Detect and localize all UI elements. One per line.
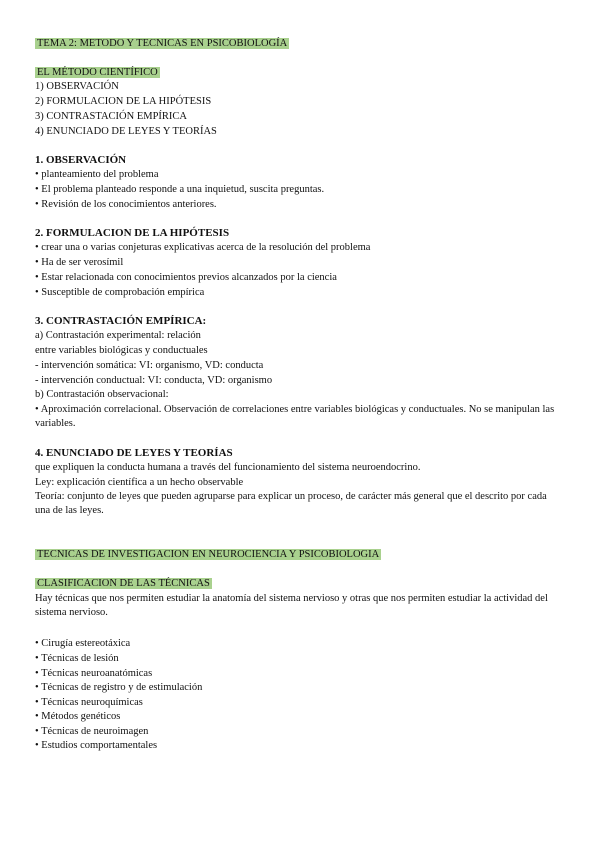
tecnicas-intro: Hay técnicas que nos permiten estudiar la anatomía del sistema nervioso y otras que nos permiten estudiar la actividad del sistema nervioso.: [35, 593, 548, 618]
enunciado-line: que expliquen la conducta humana a través del funcionamiento del sistema neuroendocrino.: [35, 462, 421, 473]
metodo-step: 4) ENUNCIADO DE LEYES Y TEORÍAS: [35, 126, 217, 137]
hipotesis-bullet: • Susceptible de comprobación empírica: [35, 287, 205, 298]
hipotesis-bullet: • Ha de ser verosímil: [35, 257, 124, 268]
tecnicas-title: TECNICAS DE INVESTIGACION EN NEUROCIENCIA Y PSICOBIOLOGIA: [37, 549, 380, 560]
document-title: TEMA 2: METODO Y TECNICAS EN PSICOBIOLOGÍA: [37, 38, 288, 49]
metodo-step: 2) FORMULACION DE LA HIPÓTESIS: [35, 96, 212, 107]
contrastacion-heading: 3. CONTRASTACIÓN EMPÍRICA:: [35, 315, 207, 327]
observacion-bullet: • Revisión de los conocimientos anteriores.: [35, 199, 217, 210]
tecnica-item: • Técnicas de neuroimagen: [35, 726, 149, 737]
observacion-bullet: • planteamiento del problema: [35, 169, 159, 180]
tecnicas-heading: CLASIFICACION DE LAS TÉCNICAS: [37, 578, 210, 589]
contrastacion-line: entre variables biológicas y conductuales: [35, 345, 208, 356]
contrastacion-line: - intervención somática: VI: organismo, VD: conducta: [35, 360, 264, 371]
contrastacion-line: a) Contrastación experimental: relación: [35, 330, 201, 341]
metodo-heading: EL MÉTODO CIENTÍFICO: [37, 67, 158, 78]
metodo-step: 3) CONTRASTACIÓN EMPÍRICA: [35, 111, 187, 122]
contrastacion-line: b) Contrastación observacional:: [35, 389, 169, 400]
enunciado-line: Ley: explicación científica a un hecho observable: [35, 477, 244, 488]
metodo-step: 1) OBSERVACIÓN: [35, 81, 119, 92]
tecnica-item: • Técnicas neuroanatómicas: [35, 668, 153, 679]
tecnica-item: • Técnicas de registro y de estimulación: [35, 682, 203, 693]
tecnica-item: • Técnicas de lesión: [35, 653, 119, 664]
contrastacion-paragraph: • Aproximación correlacional. Observación de correlaciones entre variables biológicas y conductuales. No se manipulan las variables.: [35, 404, 555, 429]
tecnica-item: • Técnicas neuroquímicas: [35, 697, 143, 708]
tecnica-item: • Estudios comportamentales: [35, 740, 158, 751]
hipotesis-bullet: • Estar relacionada con conocimientos previos alcanzados por la ciencia: [35, 272, 337, 283]
observacion-bullet: • El problema planteado responde a una inquietud, suscita preguntas.: [35, 184, 325, 195]
hipotesis-heading: 2. FORMULACION DE LA HIPÓTESIS: [35, 227, 230, 239]
hipotesis-bullet: • crear una o varias conjeturas explicativas acerca de la resolución del problema: [35, 242, 371, 253]
contrastacion-line: - intervención conductual: VI: conducta, VD: organismo: [35, 375, 273, 386]
tecnica-item: • Cirugía estereotáxica: [35, 638, 131, 649]
enunciado-heading: 4. ENUNCIADO DE LEYES Y TEORÍAS: [35, 447, 233, 459]
tecnica-item: • Métodos genéticos: [35, 711, 121, 722]
observacion-heading: 1. OBSERVACIÓN: [35, 154, 127, 166]
enunciado-paragraph: Teoría: conjunto de leyes que pueden agruparse para explicar un proceso, de carácter más general que el descrito por cada una de las leyes.: [35, 491, 547, 516]
